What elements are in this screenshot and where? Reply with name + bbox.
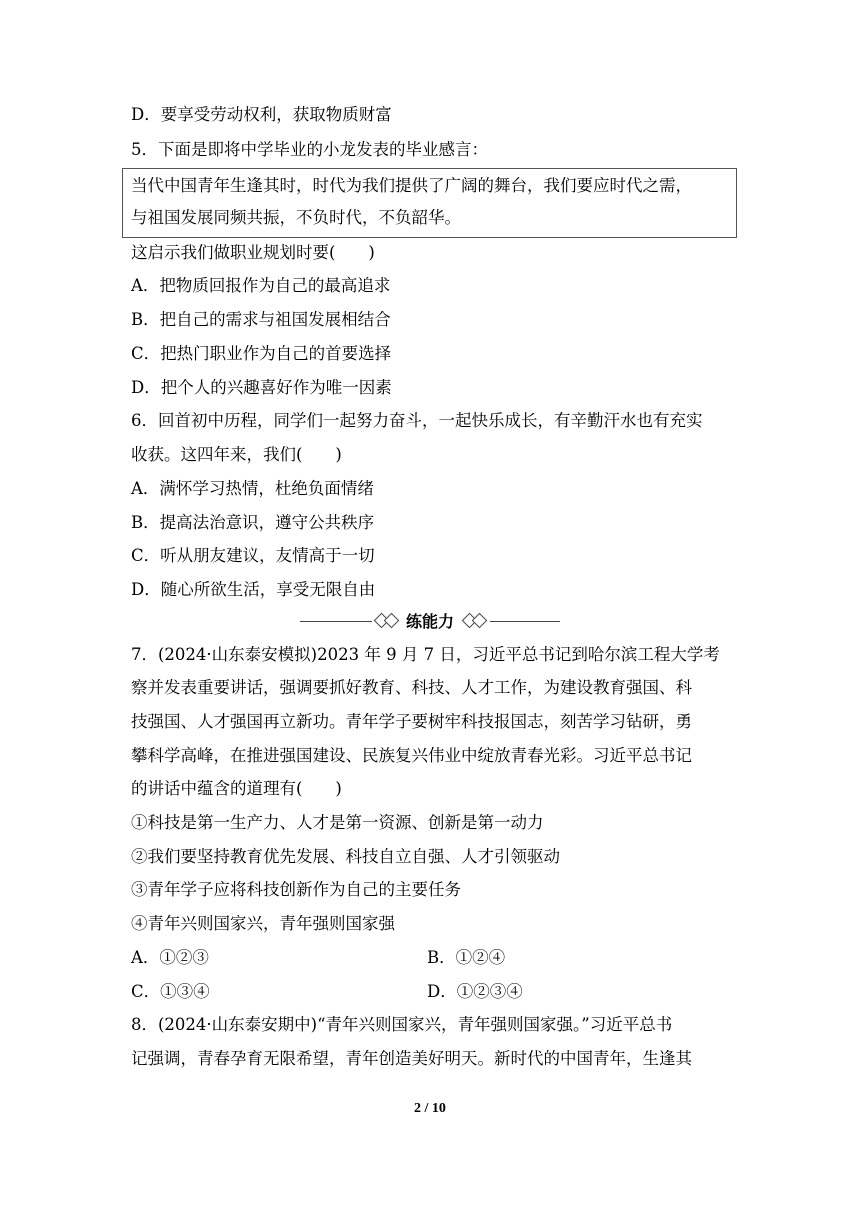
q7-option-b: B．①②④ — [427, 948, 506, 967]
q7-statement-2: ②我们要坚持教育优先发展、科技自立自强、人才引领驱动 — [131, 847, 560, 866]
q7-stem-line-4: 攀科学高峰，在推进强国建设、民族复兴伟业中绽放青春光彩。习近平总书记 — [131, 746, 692, 765]
q8-stem-line-1: 8．(2024·山东泰安期中)“青年兴则国家兴，青年强则国家强。”习近平总书 — [131, 1015, 673, 1034]
q6-option-b: B．提高法治意识，遵守公共秩序 — [131, 513, 375, 532]
section-title: 练能力 — [405, 612, 454, 631]
page-number: 2 / 10 — [414, 1101, 446, 1116]
diamond-icon — [384, 613, 400, 629]
q7-statement-1: ①科技是第一生产力、人才是第一资源、创新是第一动力 — [131, 813, 544, 832]
q6-stem-line-1: 6．回首初中历程，同学们一起努力奋斗，一起快乐成长，有辛勤汗水也有充实 — [131, 411, 703, 430]
q7-stem-line-5: 的讲话中蕴含的道理有( ) — [131, 779, 342, 798]
q5-prompt: 这启示我们做职业规划时要( ) — [131, 243, 375, 262]
q6-option-d: D．随心所欲生活，享受无限自由 — [131, 580, 376, 599]
q5-option-b: B．把自己的需求与祖国发展相结合 — [131, 310, 391, 329]
q5-quote-line-2: 与祖国发展同频共振，不负时代，不负韶华。 — [131, 208, 461, 227]
q5-option-c: C．把热门职业作为自己的首要选择 — [131, 344, 392, 363]
divider-rule-left — [300, 621, 372, 622]
q5-option-d: D．把个人的兴趣喜好作为唯一因素 — [131, 378, 392, 397]
divider-rule-right — [490, 621, 560, 622]
q5-stem: 5．下面是即将中学毕业的小龙发表的毕业感言： — [131, 140, 488, 159]
q7-option-d: D．①②③④ — [427, 982, 523, 1001]
q7-option-a: A．①②③ — [131, 948, 209, 967]
diamond-icon — [472, 613, 488, 629]
q7-stem-line-3: 技强国、人才强国再立新功。青年学子要树牢科技报国志，刻苦学习钻研，勇 — [131, 712, 692, 731]
q5-quote-line-1: 当代中国青年生逢其时，时代为我们提供了广阔的舞台，我们要应时代之需， — [131, 176, 692, 195]
q4-option-d: D．要享受劳动权利，获取物质财富 — [131, 105, 392, 124]
q6-stem-line-2: 收获。这四年来，我们( ) — [131, 445, 342, 464]
q6-option-a: A．满怀学习热情，杜绝负面情绪 — [131, 479, 374, 498]
section-divider — [300, 610, 560, 634]
q8-stem-line-2: 记强调，青春孕育无限希望，青年创造美好明天。新时代的中国青年，生逢其 — [131, 1049, 692, 1068]
q7-stem-line-2: 察并发表重要讲话，强调要抓好教育、科技、人才工作，为建设教育强国、科 — [131, 678, 692, 697]
q5-quote-box — [122, 168, 737, 238]
q5-option-a: A．把物质回报作为自己的最高追求 — [131, 276, 391, 295]
q7-stem-line-1: 7．(2024·山东泰安模拟)2023 年 9 月 7 日，习近平总书记到哈尔滨工程大学考 — [131, 645, 720, 664]
q6-option-c: C．听从朋友建议，友情高于一切 — [131, 546, 375, 565]
q7-statement-4: ④青年兴则国家兴，青年强则国家强 — [131, 914, 395, 933]
q7-statement-3: ③青年学子应将科技创新作为自己的主要任务 — [131, 880, 461, 899]
q7-option-c: C．①③④ — [131, 982, 210, 1001]
